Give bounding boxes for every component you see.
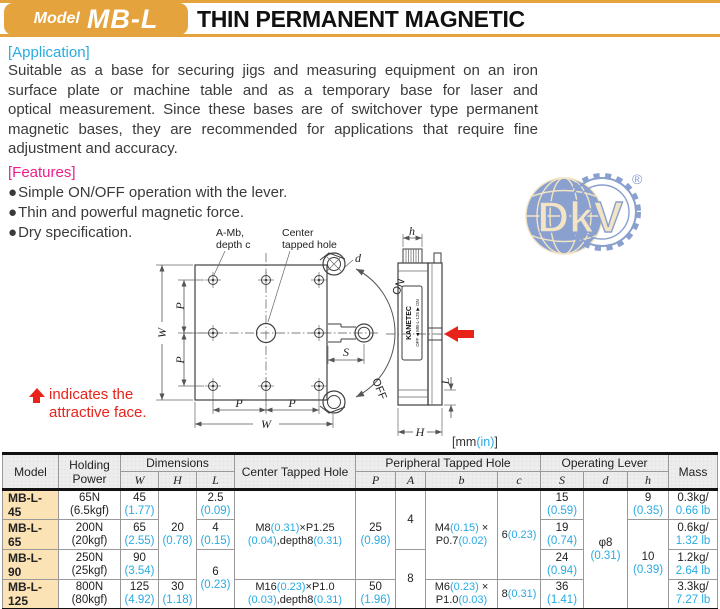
cell-model: MB-L- 90 xyxy=(3,550,59,580)
col-header-p: P xyxy=(356,472,396,490)
tapped-hole xyxy=(258,378,274,394)
amb-depth-label: depth c xyxy=(216,239,251,251)
dim-label-p: P xyxy=(288,396,296,410)
center-spec-line: (0.03),depth8(0.31) xyxy=(247,594,343,606)
col-header-dimensions: Dimensions xyxy=(121,454,235,472)
bullet-icon: ● xyxy=(8,224,18,241)
center-spec-line: M8(0.31)×P1.25 xyxy=(255,522,335,534)
dim-label-w: W xyxy=(261,417,271,431)
cell-h2 xyxy=(628,520,669,609)
cell-power xyxy=(59,580,121,609)
in-value: (1.41) xyxy=(546,594,578,606)
cell-h2 xyxy=(628,490,669,520)
feature-item xyxy=(8,183,287,203)
tapped-hole xyxy=(311,378,327,394)
cell-w xyxy=(121,520,159,550)
mm-value: 2.5 xyxy=(207,492,224,504)
center-hole-leader xyxy=(268,251,290,322)
cell-d xyxy=(584,490,628,609)
col-header-h: H xyxy=(159,472,197,490)
units-inch: (in) xyxy=(476,435,495,449)
dim-label-l: L xyxy=(438,377,452,385)
col-header-c: c xyxy=(498,472,541,490)
spec-table-wrap xyxy=(2,452,718,609)
power-n: 200N xyxy=(75,521,104,534)
spec-table-body xyxy=(3,490,718,609)
attractive-face-note xyxy=(28,386,147,422)
mm-value: 45 xyxy=(133,492,146,504)
tapped-hole xyxy=(311,325,327,341)
application-paragraph xyxy=(8,61,538,159)
amb-label: A-Mb, xyxy=(216,227,245,239)
units-close: ] xyxy=(494,435,498,449)
tapped-hole xyxy=(205,325,221,341)
col-header-s: S xyxy=(541,472,584,490)
mm-value: 4 xyxy=(212,521,219,534)
logo-text: DkV xyxy=(537,193,623,242)
power-kgf: (20kgf) xyxy=(71,534,108,547)
col-header-center: Center Tapped Hole xyxy=(235,454,356,490)
cell-mass xyxy=(669,550,718,580)
cell-center-hole xyxy=(235,580,356,609)
clamp-lug-bottom xyxy=(320,391,345,413)
dkv-logo xyxy=(520,168,646,262)
mass-lb: 2.64 lb xyxy=(675,564,711,577)
cell-w xyxy=(121,490,159,520)
side-view-tab xyxy=(434,253,441,263)
cell-h xyxy=(159,580,197,609)
bullet-icon: ● xyxy=(8,204,18,221)
mm-value: 6 xyxy=(212,566,219,578)
in-value: (0.74) xyxy=(546,534,578,547)
in-value: (1.77) xyxy=(124,505,155,517)
dim-label-p: P xyxy=(173,356,187,364)
dim-label-p: P xyxy=(173,302,187,310)
col-header-a: A xyxy=(396,472,426,490)
in-value: (0.15) xyxy=(200,534,231,547)
col-header-h2: h xyxy=(628,472,669,490)
tapped-hole xyxy=(205,378,221,394)
mm-value: 25 xyxy=(369,522,382,534)
paragraph-line: adjustment and accuracy. xyxy=(8,140,178,157)
magnet-base-top-view xyxy=(195,265,327,400)
power-n: 250N xyxy=(75,551,104,564)
cell-b xyxy=(426,490,498,580)
in-value: (0.09) xyxy=(200,505,231,517)
paragraph-line: magnetic bases, they are recommended for applications that require fine xyxy=(8,120,538,138)
red-up-arrow-icon xyxy=(28,388,45,403)
cell-power xyxy=(59,520,121,550)
cell-s xyxy=(541,520,584,550)
note-line1: indicates the xyxy=(49,386,134,403)
cell-p xyxy=(356,580,396,609)
feature-text: Thin and powerful magnetic force. xyxy=(18,204,245,221)
mm-value: 15 xyxy=(555,492,569,504)
tapped-hole xyxy=(205,272,221,288)
cell-model: MB-L- 65 xyxy=(3,520,59,550)
model-badge xyxy=(4,3,188,35)
bullet-icon: ● xyxy=(8,184,18,201)
off-label: OFF xyxy=(369,376,389,402)
paragraph-line: surface plate or machine table and as a temporary base for laser and xyxy=(8,81,538,99)
cell-b xyxy=(426,580,498,609)
power-kgf: (80kgf) xyxy=(71,594,108,606)
cell-power xyxy=(59,550,121,580)
paragraph-line: Suitable as a base for securing jigs and measuring equipment on an iron xyxy=(8,62,538,79)
center-hole-label: Center xyxy=(282,227,314,239)
center-spec-line: M16(0.23)×P1.0 xyxy=(255,581,335,593)
cell-a: 4 xyxy=(396,490,426,550)
clamp-lug-top xyxy=(320,253,345,275)
cell-w xyxy=(121,550,159,580)
d-leader xyxy=(345,260,353,267)
center-spec-line: (0.04),depth8(0.31) xyxy=(247,535,343,547)
features-heading: [Features] xyxy=(8,164,76,181)
cell-c: 6(0.23) xyxy=(498,490,541,580)
b-spec-line: M6(0.23) × xyxy=(434,581,489,593)
col-header-peripheral: Peripheral Tapped Hole xyxy=(356,454,541,472)
mass-kg: 0.3kg/ xyxy=(677,492,709,504)
b-spec-line: M4(0.15) × xyxy=(434,522,489,534)
cell-p xyxy=(356,490,396,580)
power-kgf: (6.5kgf) xyxy=(70,505,109,517)
cell-l xyxy=(197,550,235,609)
units-mm: [mm xyxy=(452,435,477,449)
attractive-face-arrow-icon xyxy=(444,326,474,342)
cell-model: MB-L-125 xyxy=(3,580,59,609)
spec-table-head xyxy=(3,454,718,490)
mm-value: 19 xyxy=(555,521,569,534)
cell-s xyxy=(541,580,584,609)
spec-table xyxy=(2,452,718,609)
in-value: (0.78) xyxy=(162,535,193,547)
mass-lb: 7.27 lb xyxy=(675,594,711,606)
knurled-knob xyxy=(403,249,422,263)
mm-value: 50 xyxy=(369,581,382,593)
cell-mass xyxy=(669,490,718,520)
mass-kg: 1.2kg/ xyxy=(677,551,709,564)
col-header-lever: Operating Lever xyxy=(541,454,669,472)
cell-c: 8(0.31) xyxy=(498,580,541,609)
side-model-label: OFF ◀ MB-L-125 ▶ ON xyxy=(415,299,420,347)
col-header-holding: Holding Power xyxy=(59,454,121,490)
in-value: (0.39) xyxy=(633,564,664,576)
mass-lb: 1.32 lb xyxy=(675,534,711,547)
mass-kg: 3.3kg/ xyxy=(677,581,709,593)
units-note xyxy=(452,435,498,449)
in-value: (3.54) xyxy=(124,564,155,577)
table-row xyxy=(3,490,718,520)
in-value: (1.96) xyxy=(360,594,391,606)
technical-diagram xyxy=(138,226,510,450)
amb-leader-line xyxy=(214,251,225,275)
col-header-b: b xyxy=(426,472,498,490)
cell-s xyxy=(541,550,584,580)
mm-value: 20 xyxy=(171,522,184,534)
mm-value: 10 xyxy=(641,551,655,563)
col-header-w: W xyxy=(121,472,159,490)
col-header-mass: Mass xyxy=(669,454,718,490)
dim-label-d: d xyxy=(355,251,361,265)
center-hole-label2: tapped hole xyxy=(282,239,337,251)
cell-l xyxy=(197,520,235,550)
page-title: THIN PERMANENT MAGNETIC xyxy=(197,6,525,32)
on-label: ON xyxy=(390,277,408,297)
registered-mark: ® xyxy=(632,171,643,187)
cell-power xyxy=(59,490,121,520)
tapped-hole xyxy=(258,272,274,288)
col-header-l: L xyxy=(197,472,235,490)
col-header-d: d xyxy=(584,472,628,490)
in-value: (0.35) xyxy=(633,505,664,517)
b-spec-line: P1.0(0.03) xyxy=(435,594,488,606)
model-name: MB-L xyxy=(86,3,159,34)
cell-h xyxy=(159,490,197,580)
application-heading: [Application] xyxy=(8,44,90,61)
in-value: (0.23) xyxy=(200,579,231,591)
feature-text: Dry specification. xyxy=(18,224,133,241)
cell-l xyxy=(197,490,235,520)
power-n: 800N xyxy=(75,581,104,593)
feature-item xyxy=(8,203,287,223)
mass-kg: 0.6kg/ xyxy=(677,521,709,534)
feature-text: Simple ON/OFF operation with the lever. xyxy=(18,184,288,201)
tapped-hole xyxy=(311,272,327,288)
cell-center-hole xyxy=(235,490,356,580)
in-value: (4.92) xyxy=(124,594,155,606)
mm-value: 36 xyxy=(555,581,569,593)
dim-label-h-cap: H xyxy=(415,425,425,439)
dim-label-s: S xyxy=(343,345,349,359)
in-value: (0.98) xyxy=(360,535,391,547)
col-header-model: Model xyxy=(3,454,59,490)
dim-label-w: W xyxy=(155,328,169,338)
power-kgf: (25kgf) xyxy=(71,564,108,577)
dim-label-h-small: h xyxy=(409,226,415,238)
model-label: Model xyxy=(33,10,80,27)
in-value: (1.18) xyxy=(162,594,193,606)
cell-s xyxy=(541,490,584,520)
in-value: (0.59) xyxy=(546,505,578,517)
paragraph-line: optical measurement. Since these bases are of switchover type permanent xyxy=(8,101,538,118)
power-n: 65N xyxy=(78,492,101,504)
note-line2: attractive face. xyxy=(49,404,147,421)
mm-value: 65 xyxy=(133,521,146,534)
cell-mass xyxy=(669,580,718,609)
mm-value: 24 xyxy=(555,551,569,564)
in-value: (0.94) xyxy=(546,564,578,577)
mm-value: 9 xyxy=(644,492,652,504)
mm-value: 90 xyxy=(133,551,146,564)
mm-value: 30 xyxy=(171,581,184,593)
brand-label: KANETEC xyxy=(406,306,413,340)
cell-w xyxy=(121,580,159,609)
in-value: (2.55) xyxy=(124,534,155,547)
mm-value: 125 xyxy=(129,581,150,593)
cell-model: MB-L- 45 xyxy=(3,490,59,520)
in-value: (0.31) xyxy=(590,549,621,562)
dim-label-p: P xyxy=(235,396,243,410)
mm-value: φ8 xyxy=(598,536,613,549)
b-spec-line: P0.7(0.02) xyxy=(435,535,488,547)
cell-mass xyxy=(669,520,718,550)
cell-a: 8 xyxy=(396,550,426,609)
mass-lb: 0.66 lb xyxy=(675,505,711,517)
